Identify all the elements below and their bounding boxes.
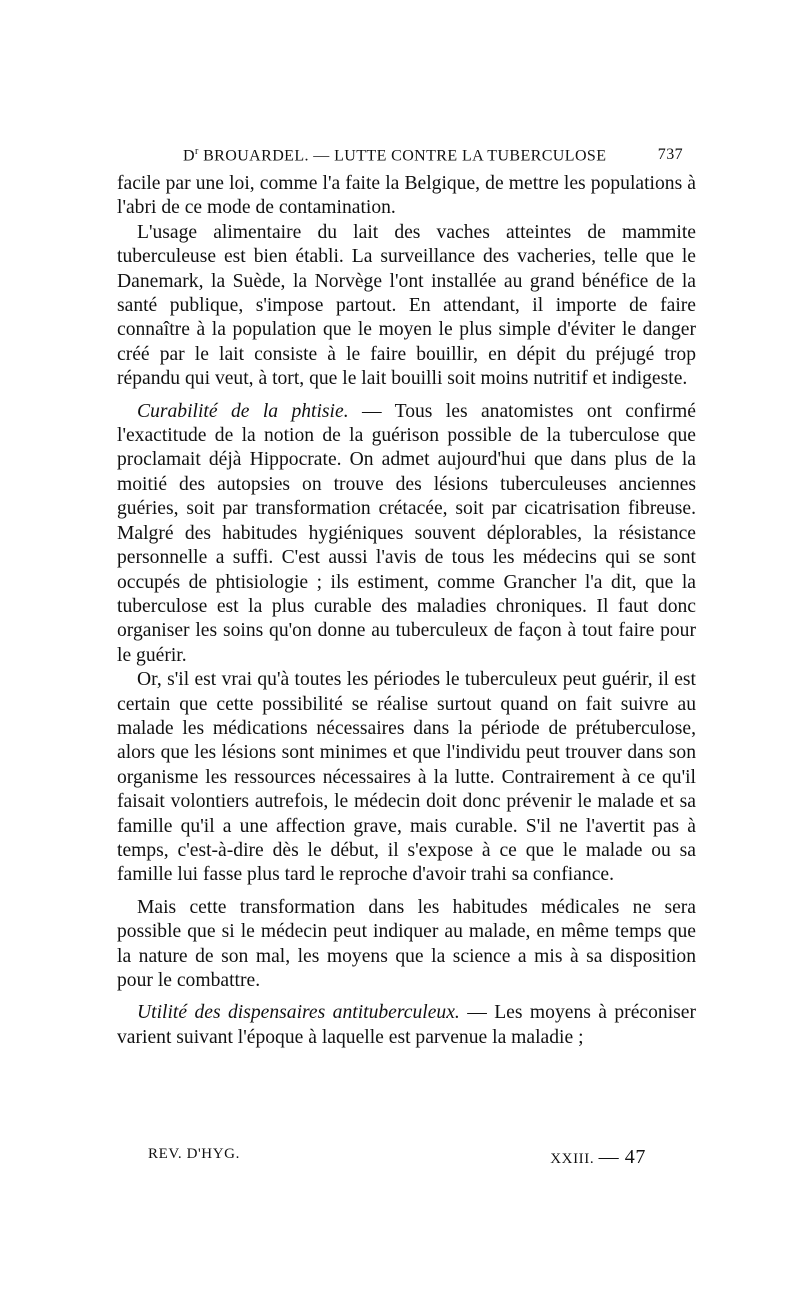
section-heading-dispensaires: Utilité des dispensaires antituberculeux. xyxy=(137,1002,460,1024)
header-author: D xyxy=(183,147,195,165)
page-number: 737 xyxy=(657,146,683,163)
paragraph-text: L'usage alimentaire du lait des vaches atteintes de mammite tuberculeuse est bien établi. La surveillance des vacheries, telle que le Danemark, la Suède, la Norvège l'ont installée au grand bénéfice de la santé publique, s'impose partout. En attendant, il importe de faire connaître à la population que le moyen le plus simple d'éviter le danger créé par le lait consiste à le faire bouillir, en dépit du préjugé trop répandu qui veut, à tort, que le lait bouilli soit moins nutritif et indigeste. xyxy=(117,221,696,390)
paragraph-text: facile par une loi, comme l'a faite la Belgique, de mettre les populations à l'abri de ce mode de contamination. xyxy=(117,173,696,219)
paragraph-text: Mais cette transformation dans les habitudes médicales ne sera possible que si le médecin peut indiquer au malade, en même temps que la nature de son mal, les moyens que la science a mis à sa disposition pour le combattre. xyxy=(117,896,696,991)
header-title-line xyxy=(183,146,606,165)
footer-signature xyxy=(550,1146,646,1169)
header-title: BROUARDEL. — LUTTE CONTRE LA TUBERCULOSE xyxy=(203,147,607,165)
paragraph-6 xyxy=(117,1001,696,1050)
section-heading-curabilite: Curabilité de la phtisie. xyxy=(137,400,349,422)
paragraph-3 xyxy=(117,400,696,668)
paragraph-text: — Les moyens à préconiser varient suivant l'époque à laquelle est parvenue la maladie ; xyxy=(117,1002,696,1048)
footer-journal: REV. D'HYG. xyxy=(148,1146,240,1162)
paragraph-4 xyxy=(117,668,696,888)
header-author-superscript: r xyxy=(194,146,199,157)
footer-sheet-number: — 47 xyxy=(598,1146,646,1168)
paragraph-text: — Tous les anatomistes ont confirmé l'exactitude de la notion de la guérison possible de la tuberculose que proclamait déjà Hippocrate. On admet aujourd'hui que dans plus de la moitié des autopsies on trouve des lésions tuberculeuses anciennes guéries, soit par transformation crétacée, soit par cicatrisation fibreuse. Malgré des habitudes hygiéniques souvent déplorables, la résistance personnelle a suffi. C'est aussi l'avis de tous les médecins qui se sont occupés de phtisiologie ; ils estiment, comme Grancher l'a dit, que la tuberculose est la plus curable des maladies chroniques. Il faut donc organiser les soins qu'on donne au tuberculeux de façon à tout faire pour le guérir. xyxy=(117,400,696,666)
page-footer xyxy=(148,1146,646,1169)
paragraph-text: Or, s'il est vrai qu'à toutes les périodes le tuberculeux peut guérir, il est certain que cette possibilité se réalise surtout quand on fait suivre au malade les médications nécessaires dans la période de prétuberculose, alors que les lésions sont minimes et que l'individu peut trouver dans son organisme les ressources nécessaires à la lutte. Contrairement à ce qu'il faisait volontiers autrefois, le médecin doit donc prévenir le malade et sa famille qu'il a une affection grave, mais curable. S'il ne l'avertit pas à temps, c'est-à-dire dès le début, il s'expose à ce que le malade ou sa famille lui fasse plus tard le reproche d'avoir trahi sa confiance. xyxy=(117,669,696,886)
paragraph-1 xyxy=(117,172,696,221)
paragraph-5 xyxy=(117,896,696,994)
paragraph-2 xyxy=(117,221,696,392)
running-header xyxy=(183,146,683,165)
footer-volume: XXIII. xyxy=(550,1151,595,1167)
body-text xyxy=(117,172,696,1050)
